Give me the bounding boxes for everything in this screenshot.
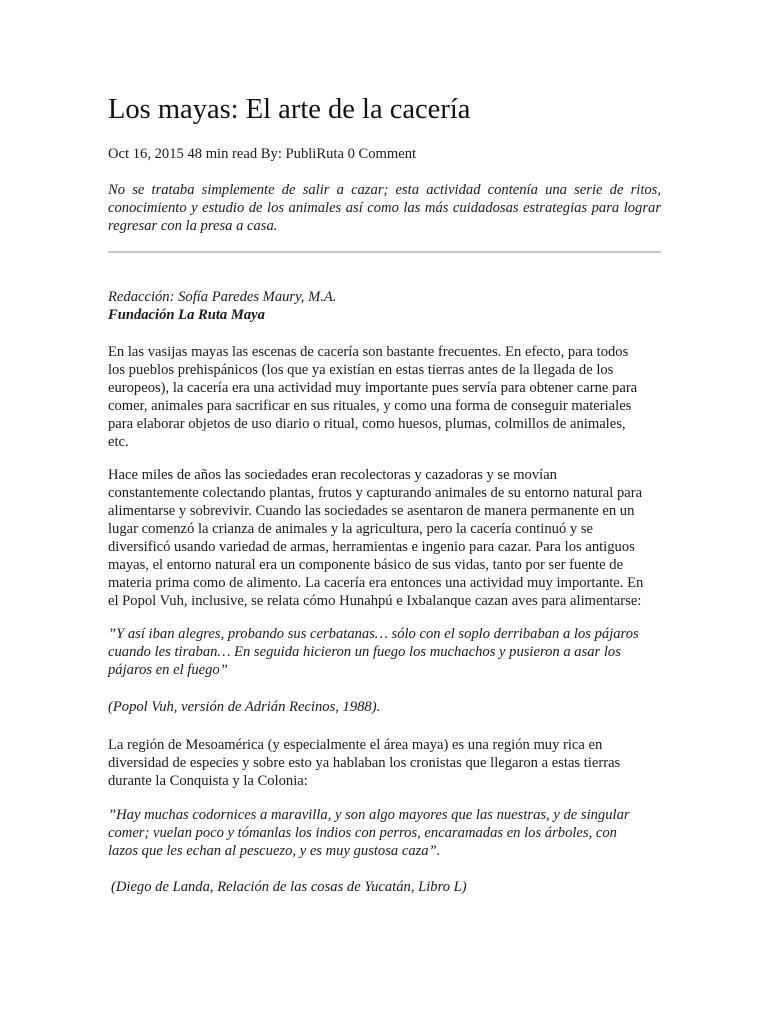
text-line: En las vasijas mayas las escenas de cacería son bastante frecuentes. En efecto, para todos: [108, 344, 629, 360]
quote-line: pájaros en el fuego”: [108, 662, 228, 678]
citation-text: (Diego de Landa, Relación de las cosas de Yucatán, Libro L): [111, 879, 467, 895]
text-line: el Popol Vuh, inclusive, se relata cómo Hunahpú e Ixbalanque cazan aves para alimentarse:: [108, 593, 642, 609]
citation-text: (Popol Vuh, versión de Adrián Recinos, 1988).: [108, 699, 381, 715]
text-line: diversificó usando variedad de armas, herramientas e ingenio para cazar. Para los antiguos: [108, 539, 635, 555]
text-line: Hace miles de años las sociedades eran recolectoras y cazadoras y se movían: [108, 467, 557, 483]
article-meta: Oct 16, 2015 48 min read By: PubliRuta 0 Comment: [108, 146, 417, 162]
quote-line: cuando les tiraban… En seguida hicieron un fuego los muchachos y pusieron a asar los: [108, 644, 621, 660]
article-organization: Fundación La Ruta Maya: [108, 307, 265, 323]
text-line: alimentarse y sobrevivir. Cuando las sociedades se asentaron de manera permanente en un: [108, 503, 635, 519]
article-lead: No se trataba simplemente de salir a cazar; esta actividad contenía una serie de ritos, conocimiento y estudio de los animales así como las más cuidadosas estrategias para lograr regresar con la presa a casa.: [108, 182, 661, 234]
text-line: materia prima como de alimento. La cacería era entonces una actividad muy importante. En: [108, 575, 644, 591]
quote-line: lazos que les echan al pescuezo, y es muy gustosa caza”.: [108, 843, 441, 859]
divider: [108, 251, 661, 253]
paragraph-3: [108, 736, 661, 790]
text-line: constantemente colectando plantas, frutos y capturando animales de su entorno natural para: [108, 485, 643, 501]
quote-line: ”Y así iban alegres, probando sus cerbatanas… sólo con el soplo derribaban a los pájaros: [108, 626, 639, 642]
text-line: los pueblos prehispánicos (los que ya existían en estas tierras antes de la llegada de los: [108, 362, 614, 378]
text-line: europeos), la cacería era una actividad muy importante pues servía para obtener carne para: [108, 380, 638, 396]
article-title: Los mayas: El arte de la cacería: [108, 94, 471, 125]
citation-landa: [111, 878, 664, 896]
quote-landa: [108, 806, 661, 860]
text-line: comer, animales para sacrificar en sus rituales, y como una forma de conseguir materiales: [108, 398, 632, 414]
text-line: La región de Mesoamérica (y especialmente el área maya) es una región muy rica en: [108, 737, 603, 753]
text-line: lugar comenzó la crianza de animales y la agricultura, pero la cacería continuó y se: [108, 521, 594, 537]
citation-popol-vuh: [108, 698, 661, 716]
text-line: para elaborar objetos de uso diario o ritual, como huesos, plumas, colmillos de animales,: [108, 416, 626, 432]
text-line: diversidad de especies y sobre esto ya hablaban los cronistas que llegaron a estas tierras: [108, 755, 621, 771]
paragraph-2: [108, 466, 661, 610]
quote-popol-vuh: [108, 625, 661, 679]
text-line: etc.: [108, 434, 129, 450]
text-line: mayas, el entorno natural era un componente básico de sus vidas, tanto por ser fuente de: [108, 557, 624, 573]
quote-line: comer; vuelan poco y tómanlas los indios con perros, encaramadas en los árboles, con: [108, 825, 617, 841]
text-line: durante la Conquista y la Colonia:: [108, 773, 308, 789]
article-author: Redacción: Sofía Paredes Maury, M.A.: [108, 289, 337, 305]
paragraph-1: [108, 343, 661, 451]
quote-line: ”Hay muchas codornices a maravilla, y son algo mayores que las nuestras, y de singular: [108, 807, 630, 823]
